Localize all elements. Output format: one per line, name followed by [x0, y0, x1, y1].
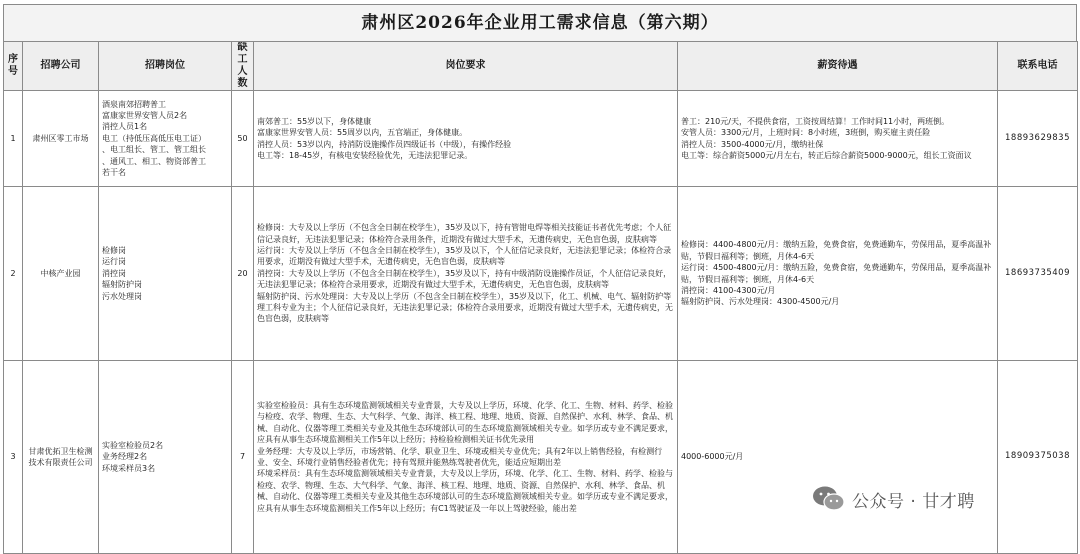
- header-row: [4, 42, 1078, 91]
- cell-seq: 1: [4, 91, 23, 187]
- cell-salary: 普工：210元/天，不提供食宿，工资按周结算！工作时间11小时，两班倒。 安管人员：3300元/月，上班时间：8小时班，3班倒，购买雇主责任险 消控人员：3500-4000元/月，缴纳社保 电工等：综合薪资5000元/月左右，转正后综合薪资5000-9000元，组长工资面议: [678, 91, 998, 187]
- cell-seq: 2: [4, 187, 23, 361]
- cell-phone: 18893629835: [998, 91, 1078, 187]
- cell-requirements: 检修岗：大专及以上学历（不包含全日制在校学生），35岁及以下，持有管钳电焊等相关技能证书者优先考虑；个人征信记录良好，无违法犯罪记录；体检符合录用条件，近期没有做过大型手术，无遗传病史，无色盲色弱，皮肤病等 运行岗：大专及以上学历（不包含全日制在校学生），35岁及以下，个人征信记录良好，无违法犯罪记录；体检符合录用要求，近期没有做过大型手术，无遗传病史，无色盲色弱，皮肤病等 消控岗：大专及以上学历（不包含全日制在校学生），35岁及以下，持有中级消防设施操作员证，个人征信记录良好，无违法犯罪记录；体检符合录用要求，近期没有做过大型手术，无遗传病史，无色盲色弱，皮肤病等 辐射防护岗、污水处理岗：大专及以上学历（不包含全日制在校学生），35岁及以下，化工、机械、电气、辐射防护等理工科专业为主；个人征信记录良好，无违法犯罪记录；体检符合录用要求，近期没有做过大型手术，无遗传病史，无色盲色弱，皮肤病等: [254, 187, 678, 361]
- header-requirements: 岗位要求: [254, 42, 678, 91]
- cell-salary: 4000-6000元/月: [678, 361, 998, 554]
- cell-company: 甘肃优拓卫生检测技术有限责任公司: [23, 361, 99, 554]
- cell-positions: 酒泉南郊招聘普工 富康家世界安管人员2名 消控人员1名 电工（持低压高低压电工证） 、电工组长、管工、管工组长 、通风工、相工、物资部普工 若干名: [99, 91, 232, 187]
- cell-company: 肃州区零工市场: [23, 91, 99, 187]
- watermark: [812, 482, 975, 516]
- cell-phone: 18909375038: [998, 361, 1078, 554]
- cell-vacancy: 50: [232, 91, 254, 187]
- header-salary: 薪资待遇: [678, 42, 998, 91]
- header-position: 招聘岗位: [99, 42, 232, 91]
- table-row: [4, 187, 1078, 361]
- cell-phone: 18693735409: [998, 187, 1078, 361]
- header-company: 招聘公司: [23, 42, 99, 91]
- cell-vacancy: 7: [232, 361, 254, 554]
- table-row: [4, 361, 1078, 554]
- cell-vacancy: 20: [232, 187, 254, 361]
- page-title: 肃州区2026年企业用工需求信息（第六期）: [3, 4, 1077, 41]
- cell-positions: 检修岗 运行岗 消控岗 辐射防护岗 污水处理岗: [99, 187, 232, 361]
- cell-requirements: 南郊普工：55岁以下，身体健康 富康家世界安管人员：55周岁以内，五官端正，身体健康。 消控人员：53岁以内，持消防设施操作员四级证书（中级），有操作经验 电工等：18-45岁，有核电安装经验优先，无违法犯罪记录。: [254, 91, 678, 187]
- cell-company: 中核产业园: [23, 187, 99, 361]
- job-table-sheet: [3, 4, 1077, 554]
- header-vacancy: 缺工人数: [232, 42, 254, 91]
- header-phone: 联系电话: [998, 42, 1078, 91]
- cell-seq: 3: [4, 361, 23, 554]
- wechat-icon: [812, 485, 846, 513]
- header-seq: 序号: [4, 42, 23, 91]
- job-table: [3, 41, 1078, 554]
- watermark-text: 公众号 · 甘才聘: [852, 491, 975, 512]
- cell-positions: 实验室检验员2名 业务经理2名 环境采样员3名: [99, 361, 232, 554]
- cell-requirements: 实验室检验员：具有生态环境监测领域相关专业背景，大专及以上学历，环境、化学、化工、生物、材料、药学、检验与检疫、农学、物理、生态、大气科学、气象、海洋、核工程、地理、地质、资源、自然保护、水利、林学、食品、机械、自动化、仪器等理工类相关专业及其他生态环境部认可的生态环境监测领域相关专业。如学历或专业不满足要求，应具有从事生态环境监测相关工作5年以上经历；持检验检测相关证书优先录用 业务经理：大专及以上学历，市场营销、化学、职业卫生、环境或相关专业优先；具有2年以上销售经验，有检测行业、安全、环境行业销售经验者优先；持有驾照并能熟练驾驶者优先，能适应短期出差 环境采样员：具有生态环境监测领域相关专业背景，大专及以上学历，环境、化学、化工、生物、材料、药学、检验与检疫、农学、物理、生态、大气科学、气象、海洋、核工程、地理、地质、资源、自然保护、水利、林学、食品、机械、自动化、仪器等理工类相关专业及其他生态环境部认可的生态环境监测领域相关专业。如学历或专业不满足要求，应具有从事生态环境监测相关工作5年以上经历；有C1驾驶证及一年以上驾驶经验，能出差: [254, 361, 678, 554]
- table-row: [4, 91, 1078, 187]
- cell-salary: 检修岗：4400-4800元/月：缴纳五险，免费食宿，免费通勤车，劳保用品，夏季高温补贴，节假日福利等；倒班，月休4-6天 运行岗：4500-4800元/月：缴纳五险，免费食宿，免费通勤车，劳保用品，夏季高温补贴，节假日福利等；倒班，月休4-6天 消控岗：4100-4300元/月 辐射防护岗、污水处理岗：4300-4500元/月: [678, 187, 998, 361]
